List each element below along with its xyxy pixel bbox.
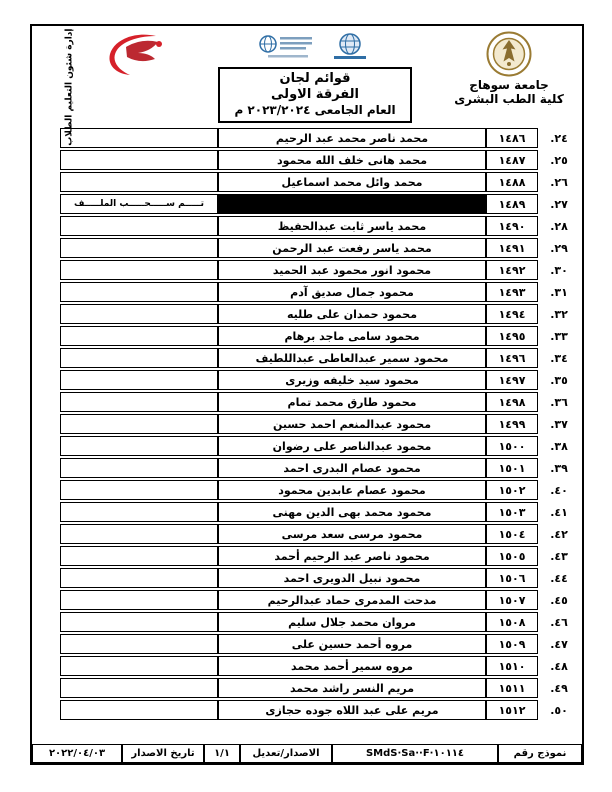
revision-value: ١/١ [204, 744, 240, 763]
table-row [60, 282, 580, 302]
signature-cell [60, 678, 218, 698]
row-number: ٣٦. [550, 395, 568, 409]
student-seat-number: ١٥١١ [486, 678, 538, 698]
row-number: ٢٧. [550, 197, 568, 211]
table-row [60, 436, 580, 456]
row-number: ٢٨. [550, 219, 568, 233]
signature-cell [60, 238, 218, 258]
row-number: ٤٦. [550, 615, 568, 629]
signature-cell [60, 634, 218, 654]
row-number: ٣٣. [550, 329, 568, 343]
signature-cell [60, 458, 218, 478]
issue-date-label: تاريخ الاصدار [122, 744, 204, 763]
table-row [60, 150, 580, 170]
student-name: محمود جمال صديق آدم [218, 282, 486, 302]
student-seat-number: ١٤٩٥ [486, 326, 538, 346]
form-code: SMdS·Sa··F·١٠١١٤ [332, 744, 498, 763]
row-number: ٣٩. [550, 461, 568, 475]
student-seat-number: ١٤٩٣ [486, 282, 538, 302]
table-row [60, 216, 580, 236]
student-seat-number: ١٤٨٦ [486, 128, 538, 148]
academic-year: العام الجامعى ٢٠٢٣/٢٠٢٤ م [234, 103, 396, 117]
student-name: محمود ناصر عبد الرحيم أحمد [218, 546, 486, 566]
document-title: قوائم لجان [279, 70, 351, 86]
row-number: ٤٨. [550, 659, 568, 673]
student-name: محمود نبيل الدويرى احمد [218, 568, 486, 588]
student-name: محمود عصام عابدين محمود [218, 480, 486, 500]
signature-cell [60, 282, 218, 302]
table-row [60, 612, 580, 632]
accreditation-badges [258, 31, 372, 63]
document-title-box [218, 67, 411, 124]
signature-cell: تـــــم ســـــحـــــب الملـــــف [60, 194, 218, 214]
table-row [60, 172, 580, 192]
university-name: جامعة سوهاج [469, 78, 549, 92]
signature-cell [60, 150, 218, 170]
signature-cell [60, 414, 218, 434]
student-name: محمد هانى خلف الله محمود [218, 150, 486, 170]
student-seat-number: ١٤٩٧ [486, 370, 538, 390]
table-row [60, 348, 580, 368]
student-name: مروان محمد جلال سليم [218, 612, 486, 632]
signature-cell [60, 348, 218, 368]
student-seat-number: ١٥٠١ [486, 458, 538, 478]
form-number-label: نموذج رقم [498, 744, 582, 763]
row-number: ٣٢. [550, 307, 568, 321]
header-center-block [188, 29, 442, 123]
table-row [60, 700, 580, 720]
table-row [60, 480, 580, 500]
student-seat-number: ١٤٩٦ [486, 348, 538, 368]
student-name: محمود عصام البدرى احمد [218, 458, 486, 478]
table-row [60, 546, 580, 566]
student-seat-number: ١٤٩٠ [486, 216, 538, 236]
signature-cell [60, 568, 218, 588]
row-number: ٤٥. [550, 593, 568, 607]
signature-cell [60, 370, 218, 390]
table-row [60, 590, 580, 610]
student-seat-number: ١٤٩٨ [486, 392, 538, 412]
quality-globe-badge-icon [328, 32, 372, 62]
signature-cell [60, 502, 218, 522]
student-name: محمود مرسى سعد مرسى [218, 524, 486, 544]
table-row [60, 128, 580, 148]
student-name: محمود حمدان على طليه [218, 304, 486, 324]
student-name: محمود عبدالناصر على رضوان [218, 436, 486, 456]
student-name: مريم على عبد اللاه جوده حجازى [218, 700, 486, 720]
student-seat-number: ١٥٠٠ [486, 436, 538, 456]
page-border-frame [30, 24, 584, 765]
row-number: ٢٤. [550, 131, 568, 145]
row-number: ٤٧. [550, 637, 568, 651]
row-number: ٣٧. [550, 417, 568, 431]
row-number: ٤٣. [550, 549, 568, 563]
student-seat-number: ١٥١٢ [486, 700, 538, 720]
student-name: محمود عبدالمنعم احمد حسين [218, 414, 486, 434]
signature-cell [60, 172, 218, 192]
students-roster-table [60, 126, 580, 722]
table-row [60, 304, 580, 324]
student-name: محمد ياسر رفعت عبد الرحمن [218, 238, 486, 258]
signature-cell [60, 128, 218, 148]
signature-cell [60, 524, 218, 544]
table-row [60, 414, 580, 434]
department-logo-icon [96, 30, 176, 78]
department-name-vertical: إدارة شئون التعليم الطلاب [64, 28, 75, 146]
signature-cell [60, 612, 218, 632]
signature-cell [60, 260, 218, 280]
table-row [60, 634, 580, 654]
row-number: ٤٠. [550, 483, 568, 497]
student-seat-number: ١٤٩٤ [486, 304, 538, 324]
student-seat-number: ١٤٨٩ [486, 194, 538, 214]
signature-cell [60, 546, 218, 566]
row-number: ٢٦. [550, 175, 568, 189]
student-seat-number: ١٥٠٢ [486, 480, 538, 500]
row-number: ٣٤. [550, 351, 568, 365]
student-name: مروه سمير أحمد محمد [218, 656, 486, 676]
student-name: محمد ياسر ثابت عبدالحفيظ [218, 216, 486, 236]
row-number: ٣٥. [550, 373, 568, 387]
table-row [60, 524, 580, 544]
student-seat-number: ١٥٠٣ [486, 502, 538, 522]
student-seat-number: ١٤٩٢ [486, 260, 538, 280]
row-number: ٤٩. [550, 681, 568, 695]
student-name: محمد ناصر محمد عبد الرحيم [218, 128, 486, 148]
signature-cell [60, 216, 218, 236]
signature-cell [60, 326, 218, 346]
row-number: ٤٤. [550, 571, 568, 585]
student-name: محمود طارق محمد تمام [218, 392, 486, 412]
student-name: محمود سيد خليفه وزيرى [218, 370, 486, 390]
signature-cell [60, 590, 218, 610]
table-row [60, 238, 580, 258]
accreditation-badge-icon [258, 32, 316, 62]
student-name [218, 194, 486, 214]
student-name: مريم النسر راشد محمد [218, 678, 486, 698]
student-seat-number: ١٤٩١ [486, 238, 538, 258]
student-name: مروه أحمد حسين على [218, 634, 486, 654]
faculty-name: كلية الطب البشرى [454, 92, 564, 107]
student-seat-number: ١٥٠٨ [486, 612, 538, 632]
university-emblem-icon [486, 31, 532, 77]
student-seat-number: ١٤٨٧ [486, 150, 538, 170]
signature-cell [60, 700, 218, 720]
form-footer [32, 744, 582, 763]
row-number: ٣٠. [550, 263, 568, 277]
signature-cell [60, 304, 218, 324]
student-seat-number: ١٤٨٨ [486, 172, 538, 192]
row-number: ٢٥. [550, 153, 568, 167]
table-row [60, 678, 580, 698]
student-seat-number: ١٥٠٧ [486, 590, 538, 610]
student-seat-number: ١٥٠٤ [486, 524, 538, 544]
signature-cell [60, 436, 218, 456]
table-row [60, 656, 580, 676]
student-name: مدحت المدمرى حماد عبدالرحيم [218, 590, 486, 610]
table-row [60, 326, 580, 346]
table-row [60, 392, 580, 412]
student-name: محمود سامى ماجد برهام [218, 326, 486, 346]
student-seat-number: ١٥٠٥ [486, 546, 538, 566]
row-number: ٣١. [550, 285, 568, 299]
table-row [60, 260, 580, 280]
row-number: ٢٩. [550, 241, 568, 255]
row-number: ٤٢. [550, 527, 568, 541]
signature-cell [60, 392, 218, 412]
table-row [60, 194, 580, 214]
university-block [442, 29, 576, 123]
department-block [38, 28, 188, 146]
student-name: محمود انور محمود عبد الحميد [218, 260, 486, 280]
student-name: محمود محمد بهى الدين مهنى [218, 502, 486, 522]
student-seat-number: ١٥٠٩ [486, 634, 538, 654]
student-name: محمد وائل محمد اسماعيل [218, 172, 486, 192]
table-row [60, 502, 580, 522]
student-seat-number: ١٤٩٩ [486, 414, 538, 434]
signature-cell [60, 656, 218, 676]
student-seat-number: ١٥٠٦ [486, 568, 538, 588]
issue-date-value: ٢٠٢٢/٠٤/٠٣ [32, 744, 122, 763]
row-number: ٤١. [550, 505, 568, 519]
table-row [60, 568, 580, 588]
table-row [60, 370, 580, 390]
row-number: ٥٠. [550, 703, 568, 717]
signature-cell [60, 480, 218, 500]
revision-label: الاصدار/تعديل [240, 744, 332, 763]
table-row [60, 458, 580, 478]
student-name: محمود سمير عبدالعاطى عبداللطيف [218, 348, 486, 368]
student-seat-number: ١٥١٠ [486, 656, 538, 676]
grade-title: الفرقة الاولى [271, 86, 359, 102]
row-number: ٣٨. [550, 439, 568, 453]
